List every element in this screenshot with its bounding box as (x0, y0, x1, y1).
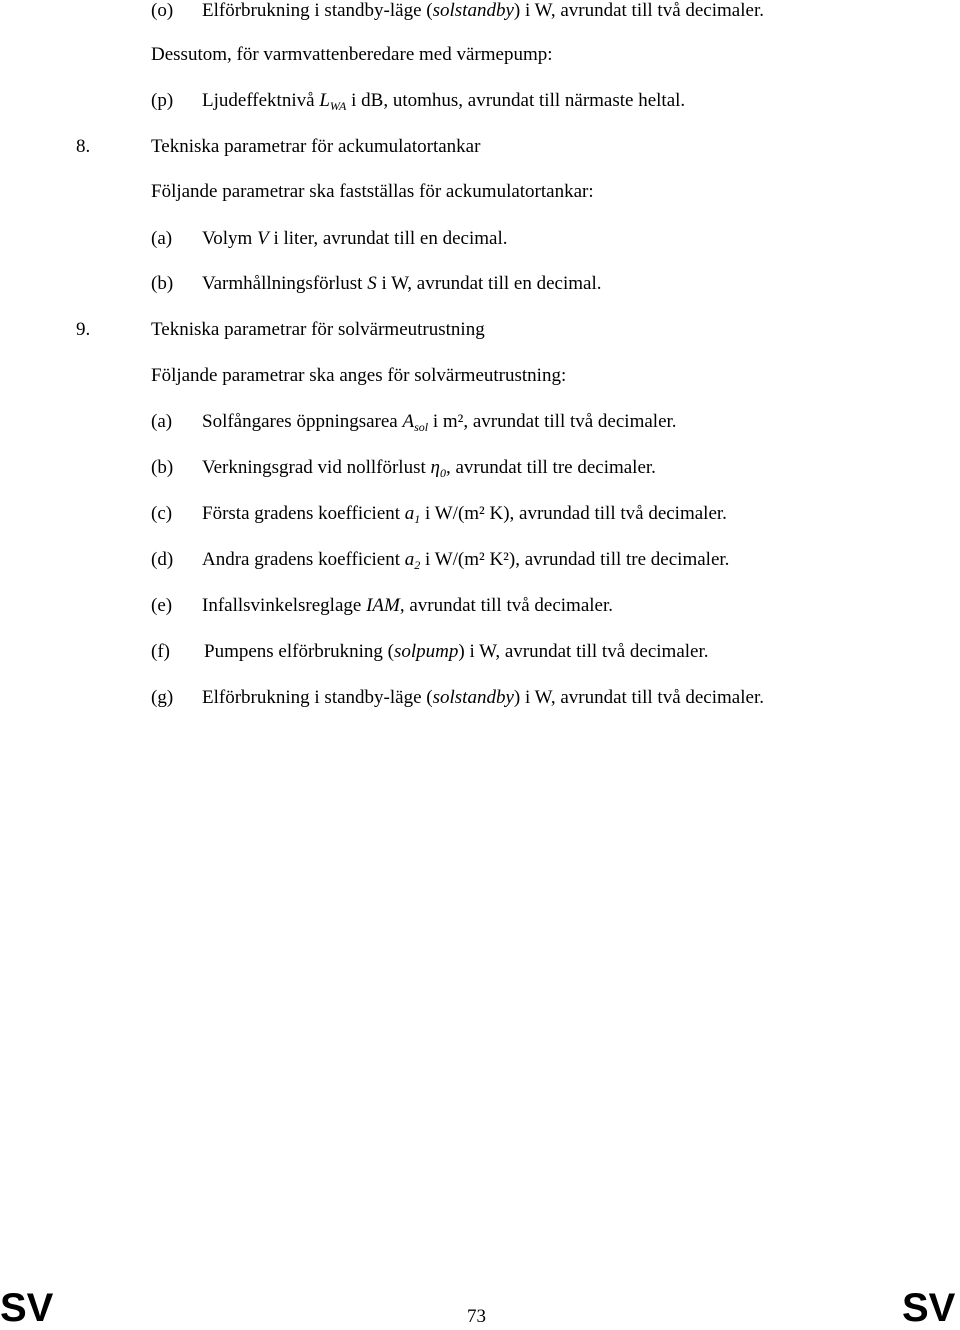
item-text: Första gradens koefficient $a_1$ i W/(m² K), avrundad till två decimaler. (202, 503, 727, 526)
item-text: Solfångares öppningsarea $A_{sol}$ i m², avrundat till två decimaler. (202, 411, 677, 434)
intro-text: Dessutom, för varmvattenberedare med värmepump: (151, 44, 553, 65)
item-label: (o) (151, 0, 174, 21)
item-label: (b) (151, 273, 174, 294)
item-text: Elförbrukning i standby-läge (solstandby) i W, avrundat till två decimaler. (202, 0, 764, 21)
item-label: (d) (151, 549, 174, 570)
item-label: (a) (151, 228, 173, 249)
section-intro: Följande parametrar ska anges för solvärmeutrustning: (151, 365, 567, 386)
item-label: (e) (151, 595, 173, 616)
item-text: Pumpens elförbrukning (solpump) i W, avrundat till två decimaler. (204, 641, 709, 662)
item-label: (f) (151, 641, 170, 662)
language-tag-left: SV (0, 1286, 54, 1330)
section-heading: Tekniska parametrar för ackumulatortankar (151, 136, 481, 157)
language-tag-right: SV (902, 1286, 956, 1330)
item-text: Ljudeffektnivå $L_{WA}$ i dB, utomhus, avrundat till närmaste heltal. (202, 90, 686, 113)
item-label: (a) (151, 411, 173, 432)
item-text: Volym V i liter, avrundat till en decimal. (202, 228, 508, 249)
item-label: (c) (151, 503, 173, 524)
item-label: (b) (151, 457, 174, 478)
item-label: (p) (151, 90, 174, 111)
item-text: Infallsvinkelsreglage IAM, avrundat till två decimaler. (202, 595, 614, 616)
section-heading: Tekniska parametrar för solvärmeutrustning (151, 319, 485, 340)
item-text: Verkningsgrad vid nollförlust $\eta_0$, avrundat till tre decimaler. (202, 457, 656, 480)
item-label: (g) (151, 687, 174, 708)
section-intro: Följande parametrar ska fastställas för ackumulatortankar: (151, 181, 594, 202)
section-number: 8. (76, 136, 91, 157)
item-text: Varmhållningsförlust S i W, avrundat till en decimal. (202, 273, 602, 294)
item-text: Elförbrukning i standby-läge (solstandby) i W, avrundat till två decimaler. (202, 687, 764, 708)
item-text: Andra gradens koefficient $a_2$ i W/(m² K²), avrundad till tre decimaler. (202, 549, 730, 572)
section-number: 9. (76, 319, 91, 340)
page-number: 73 (467, 1306, 486, 1327)
